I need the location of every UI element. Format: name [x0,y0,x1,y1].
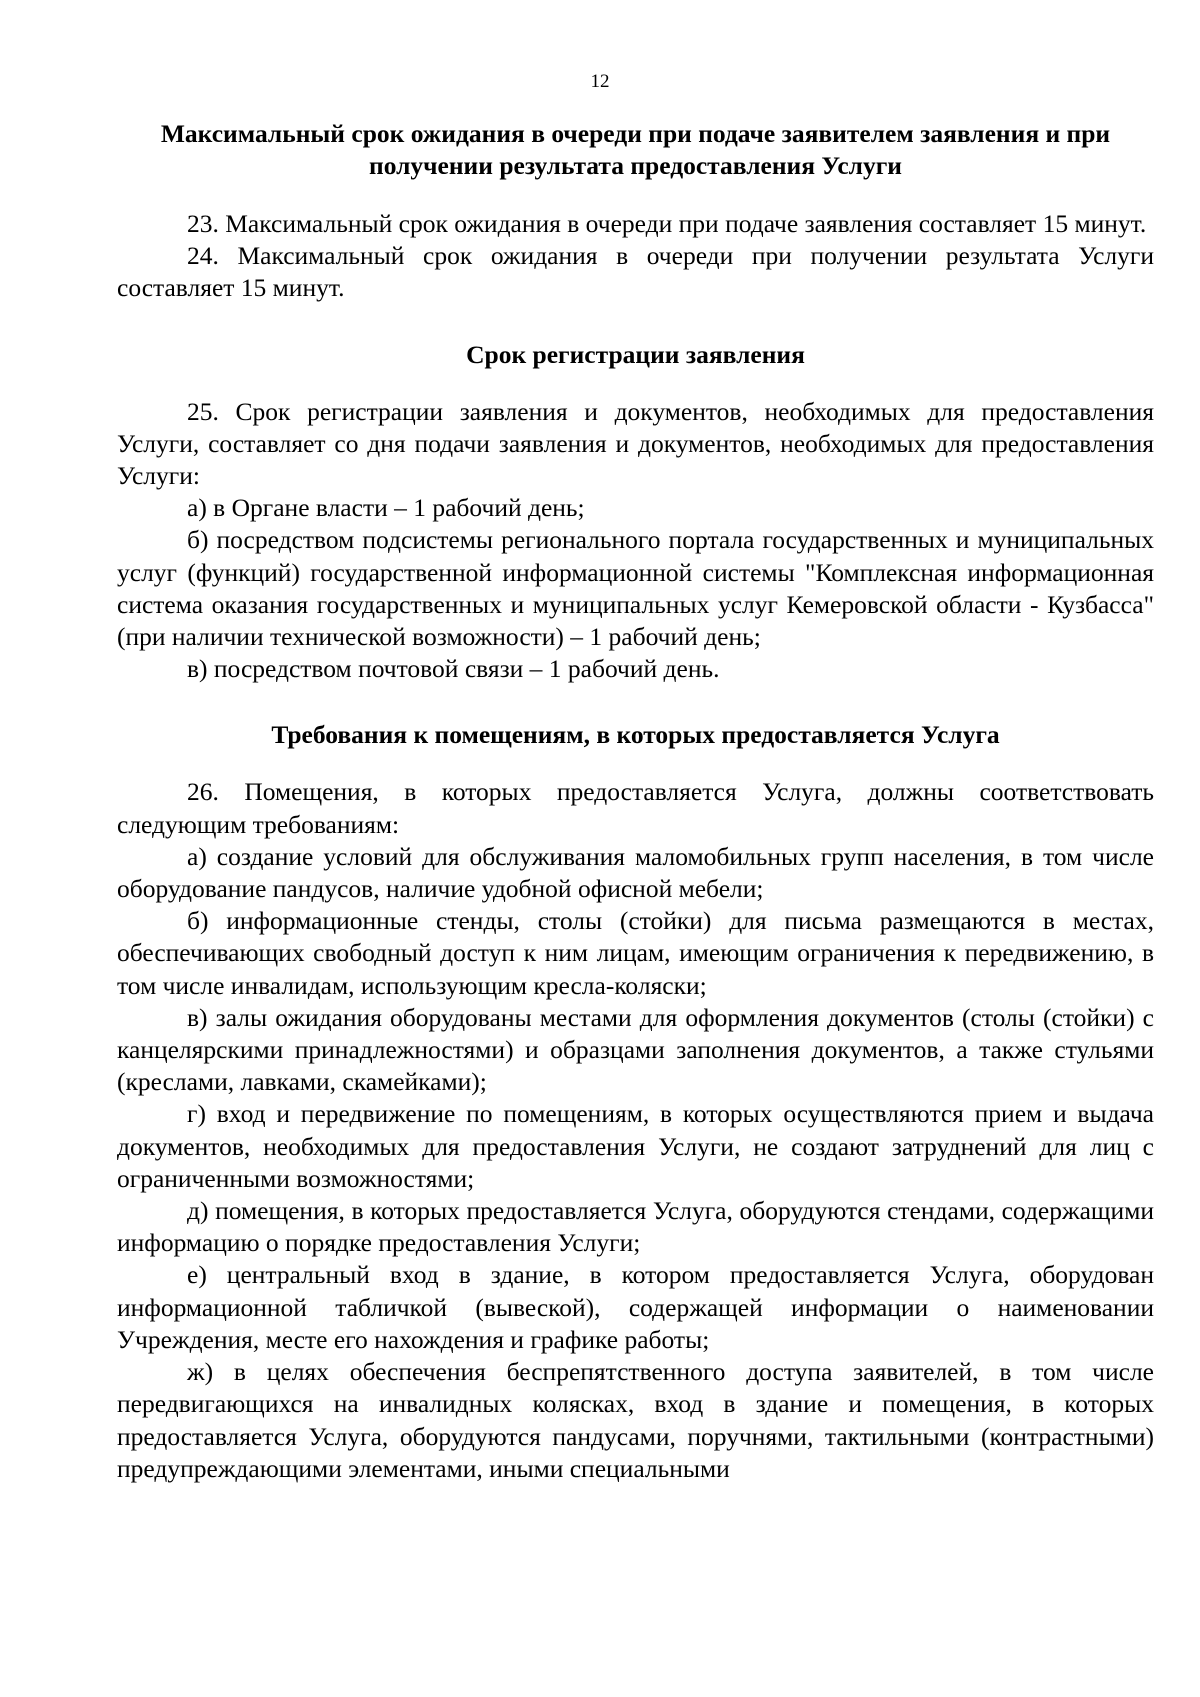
paragraph-25: 25. Срок регистрации заявления и документов, необходимых для предоставления Услуги, составляет со дня подачи заявления и документов, необходимых для предоставления Услуги: [117,396,1154,491]
section-heading-registration-term: Срок регистрации заявления [466,339,805,369]
paragraph-26-zh: ж) в целях обеспечения беспрепятственного доступа заявителей, в том числе передвигающихся на инвалидных колясках, вход в здание и помещения, в которых предоставляется Услуга, оборудуются пандусами, поручнями, тактильными (контрастными) предупреждающими элементами, иными специальными [117,1357,1154,1483]
paragraph-26-v: в) залы ожидания оборудованы местами для оформления документов (столы (стойки) с канцелярскими принадлежностями) и образцами заполнения документов, а также стульями (креслами, лавками, скамейками); [117,1002,1154,1097]
page-number: 12 [590,71,610,92]
section-heading-queue-wait: Максимальный срок ожидания в очереди при подаче заявителем заявления и при получении результата предоставления Услуги [160,119,1111,180]
paragraph-25-b: б) посредством подсистемы регионального портала государственных и муниципальных услуг (функций) государственной информационной системы "Комплексная информационная система оказания государственных и муниципальных услуг Кемеровской области - Кузбасса" (при наличии технической возможности) – 1 рабочий день; [117,525,1154,652]
paragraph-23: 23. Максимальный срок ожидания в очереди при подаче заявления составляет 15 минут. [187,209,1147,238]
paragraph-26-a: а) создание условий для обслуживания маломобильных групп населения, в том числе оборудование пандусов, наличие удобной офисной мебели; [117,841,1154,904]
section-heading-premises-requirements: Требования к помещениям, в которых предоставляется Услуга [271,720,1000,750]
paragraph-26-g: г) вход и передвижение по помещениям, в которых осуществляются прием и выдача документов, необходимых для предоставления Услуги, не создают затруднений для лиц с ограниченными возможностями; [117,1099,1154,1193]
paragraph-26-d: д) помещения, в которых предоставляется Услуга, оборудуются стендами, содержащими информацию о порядке предоставления Услуги; [117,1196,1154,1258]
paragraph-26: 26. Помещения, в которых предоставляется Услуга, должны соответствовать следующим требованиям: [117,777,1154,839]
paragraph-26-e: е) центральный вход в здание, в котором предоставляется Услуга, оборудован информационной табличкой (вывеской), содержащей информации о наименовании Учреждения, месте его нахождения и графике работы; [117,1260,1154,1354]
paragraph-26-b: б) информационные стенды, столы (стойки) для письма размещаются в местах, обеспечивающих свободный доступ к ним лицам, имеющим ограничения к передвижению, в том числе инвалидам, использующим кресла-коляски; [117,906,1154,1000]
paragraph-25-v: в) посредством почтовой связи – 1 рабочий день. [187,654,720,684]
paragraph-25-a: а) в Органе власти – 1 рабочий день; [187,493,585,523]
document-body [117,118,1154,1485]
paragraph-24: 24. Максимальный срок ожидания в очереди при получении результата Услуги составляет 15 минут. [117,241,1154,303]
